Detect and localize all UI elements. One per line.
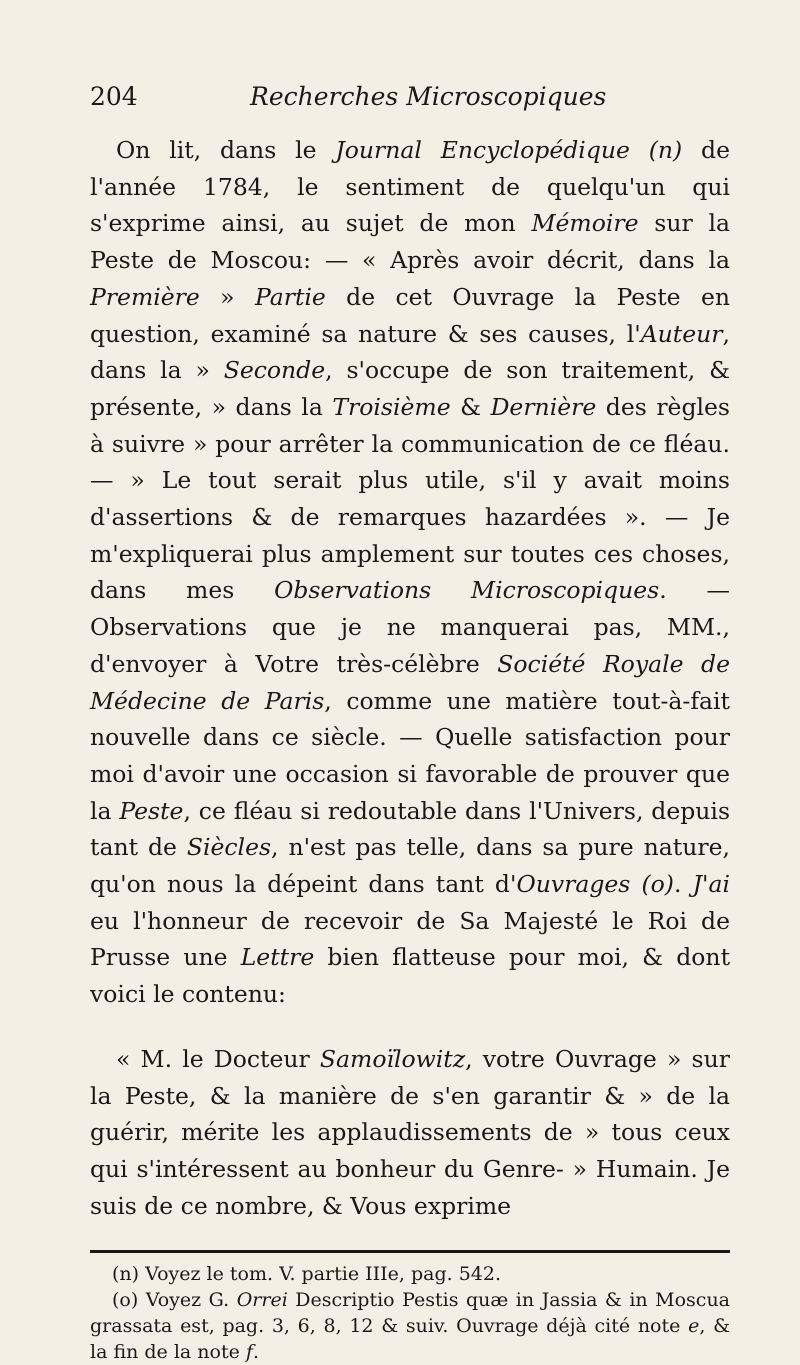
footnotes [90,1261,730,1365]
paragraph-2-letter: « M. le Docteur Samoïlowitz, votre Ouvrage » sur la Peste, & la manière de s'en garantir & » de la guérir, mérite les applaudissements de » tous ceux qui s'intéressent au bonheur du Genre- » Humain. Je suis de ce nombre, & Vous exprime [90,1044,730,1220]
footnote-rule [90,1250,730,1253]
page [90,82,730,1365]
footnote-n: (n) Voyez le tom. V. partie IIIe, pag. 542. [112,1263,501,1286]
body-text [90,132,730,1224]
running-title: Recherches Microscopiques [250,82,607,111]
footnote-o: (o) Voyez G. Orrei Descriptio Pestis quæ in Jassia & in Moscua grassata est, pag. 3, 6, 8, 12 & suiv. Ouvrage déjà cité note e, & la fin de la note f. [90,1289,731,1364]
paragraph-1: On lit, dans le Journal Encyclopédique (n) de l'année 1784, le sentiment de quelqu'un qui s'exprime ainsi, au sujet de mon Mémoire sur la Peste de Moscou: — « Après avoir décrit, dans la Première » Partie de cet Ouvrage la Peste en question, examiné sa nature & ses causes, l'Auteur, dans la » Seconde, s'occupe de son traitement, & présente, » dans la Troisième & Dernière des règles à suivre » pour arrêter la communication de ce fléau. — » Le tout serait plus utile, s'il y avait moins d'assertions & de remarques hazardées ». — Je m'expliquerai plus amplement sur toutes ces choses, dans mes Observations Microscopiques. — Observations que je ne manquerai pas, MM., d'envoyer à Votre très-célèbre Société Royale de Médecine de Paris, comme une matière tout-à-fait nouvelle dans ce siècle. — Quelle satisfaction pour moi d'avoir une occasion si favorable de prouver que la Peste, ce fléau si redoutable dans l'Univers, depuis tant de Siècles, n'est pas telle, dans sa pure nature, qu'on nous la dépeint dans tant d'Ouvrages (o). J'ai eu l'honneur de recevoir de Sa Majesté le Roi de Prusse une Lettre bien flatteuse pour moi, & dont voici le contenu: [90,136,731,1009]
running-header [90,82,730,132]
page-number: 204 [90,82,138,111]
paragraph-gap [90,1013,730,1041]
